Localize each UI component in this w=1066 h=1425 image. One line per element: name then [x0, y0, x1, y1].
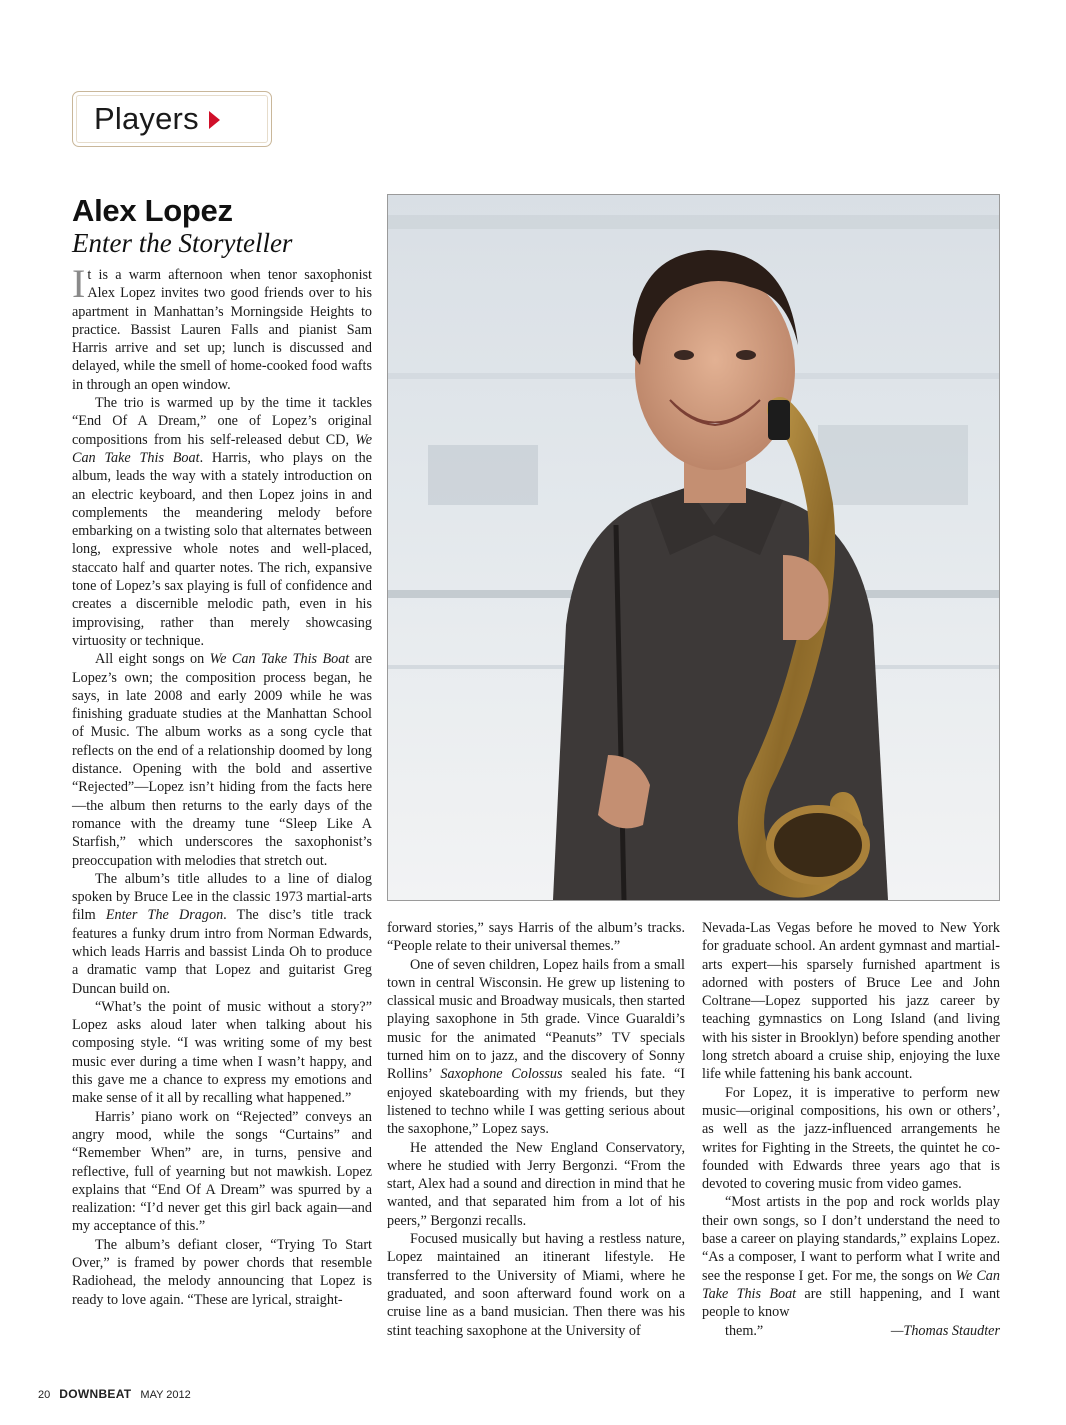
magazine-brand: DOWNBEAT: [59, 1387, 132, 1401]
byline: —Thomas Staudter: [890, 1322, 1000, 1339]
paragraph: Harris’ piano work on “Rejected” conveys an angry mood, while the songs “Curtains” and “Remember When” are, in turns, pensive and reflective, full of yearning but not mawkish. Lopez explains that “End Of A Dream” was spurred by a realization: “I’d never get this girl back again—and my acceptance of this.”: [72, 1108, 372, 1235]
section-tab: [72, 91, 272, 147]
article-column-1: [72, 261, 372, 1309]
signoff-line: [702, 1322, 1000, 1340]
paragraph: For Lopez, it is imperative to perform new music—original compositions, his own or others’, as well as the jazz-influenced arrangements he writes for Fighting in the Streets, the quintet he co-founded with Edwards three years ago that is devoted to covering music from video games.: [702, 1084, 1000, 1193]
page-number: 20: [38, 1389, 51, 1401]
saxophonist-portrait-image: [388, 195, 999, 900]
album-title: We Can Take This Boat: [72, 431, 372, 466]
album-title: We Can Take This Boat: [702, 1267, 1000, 1302]
paragraph: Focused musically but having a restless nature, Lopez maintained an itinerant lifestyle. He transferred to the University of Miami, where he graduated, and soon afterward found work on a cruise line as a band musician. Then there was his stint teaching saxophone at the University of: [387, 1231, 685, 1339]
paragraph: The trio is warmed up by the time it tackles “End Of A Dream,” one of Lopez’s original compositions from his self-released debut CD, We Can Take This Boat. Harris, who plays on the album, leads the way with a stately introduction on an electric keyboard, and then Lopez joins in and complements the meandering melody before embarking on a twisting solo that alternates between long, expressive whole notes and well-placed, staccato half and quarter notes. The rich, expansive tone of Lopez’s sax playing is full of confidence and creates a discernible melodic path, even in his improvising, rather than merely showcasing virtuosity or technique.: [72, 395, 372, 649]
article-deck: Enter the Storyteller: [72, 228, 293, 258]
paragraph: forward stories,” says Harris of the album’s tracks. “People relate to their universal themes.”: [387, 920, 685, 955]
album-title: We Can Take This Boat: [209, 651, 350, 668]
paragraph: One of seven children, Lopez hails from a small town in central Wisconsin. He grew up listening to classical music and Broadway musicals, then started playing saxophone in 5th grade. Vince Guaraldi’s music for the animated “Peanuts” TV specials turned him on to jazz, and the discovery of Sonny Rollins’ Saxophone Colossus sealed his fate. “I enjoyed skateboarding with my friends, but they listened to techno while I was getting serious about the saxophone,” Lopez says.: [387, 956, 686, 1138]
paragraph: The album’s defiant closer, “Trying To Start Over,” is framed by power chords that resemble Radiohead, the melody announcing that Lopez is ready to love again. “These are lyrical, straight-: [72, 1236, 372, 1308]
article-column-2: [387, 919, 685, 1340]
issue-date: MAY 2012: [140, 1389, 191, 1401]
paragraph: He attended the New England Conservatory, where he studied with Jerry Bergonzi. “From the start, Alex had a sound and direction in mind that he wanted, and that separated him from a lot of his peers,” Bergonzi recalls.: [387, 1139, 685, 1229]
paragraph: The album’s title alludes to a line of dialog spoken by Bruce Lee in the classic 1973 martial-arts film Enter The Dragon. The disc’s title track features a funky drum intro from Norman Edwards, which leads Harris and bassist Linda Oh to produce a dramatic vamp that Lopez and guitarist Greg Duncan build on.: [72, 870, 372, 997]
paragraph: All eight songs on We Can Take This Boat are Lopez’s own; the composition process began, he says, in late 2008 and early 2009 while he was finishing graduate studies at the Manhattan School of Music. The album works as a song cycle that reflects on the end of a relationship doomed by long distance. Opening with the bold and assertive “Rejected”—Lopez isn’t hiding from the facts here—the album then returns to the early days of the romance with the dreamy tune “Sleep Like A Starfish,” which underscores the saxophonist’s preoccupation with melodies that stretch out.: [72, 651, 372, 869]
paragraph: It is a warm afternoon when tenor saxophonist Alex Lopez invites two good friends over to his apartment in Manhattan’s Morningside Heights to practice. Bassist Lauren Falls and pianist Sam Harris arrive and set up; lunch is discussed and delayed, while the smell of home-cooked food wafts in through an open window.: [72, 261, 372, 393]
last-word: them.”: [725, 1322, 764, 1339]
article-headline: Alex Lopez: [72, 193, 233, 228]
paragraph: “Most artists in the pop and rock worlds play their own songs, so I don’t understand the need to base a career on playing standards,” explains Lopez. “As a composer, I want to perform what I write and see the response I get. For me, the songs on We Can Take This Boat are still happening, and I want people to know: [702, 1194, 1000, 1321]
article-column-3: [702, 919, 1000, 1340]
arrow-right-icon: [209, 111, 220, 129]
paragraph: Nevada-Las Vegas before he moved to New York for graduate school. An ardent gymnast and martial-arts expert—his sparsely furnished apartment is adorned with posters of Bruce Lee and John Coltrane—Lopez supported his jazz career by teaching gymnastics on Long Island (and living with his sister in Brooklyn) before spending another long stretch aboard a cruise ship, enjoying the luxe life while fattening his bank account.: [702, 920, 1000, 1083]
section-label: Players: [94, 101, 199, 136]
page-footer: [38, 1387, 191, 1401]
portrait-photo: [387, 194, 1000, 901]
drop-cap: I: [72, 261, 86, 306]
paragraph: “What’s the point of music without a story?” Lopez asks aloud later when talking about his composing style. “I was writing some of my best music ever during a time when I wasn’t happy, and this gave me a chance to express my emotions and make sense of it all by recalling what happened.”: [72, 998, 372, 1107]
album-title: Saxophone Colossus: [440, 1066, 563, 1083]
film-title: Enter The Dragon: [105, 907, 224, 924]
